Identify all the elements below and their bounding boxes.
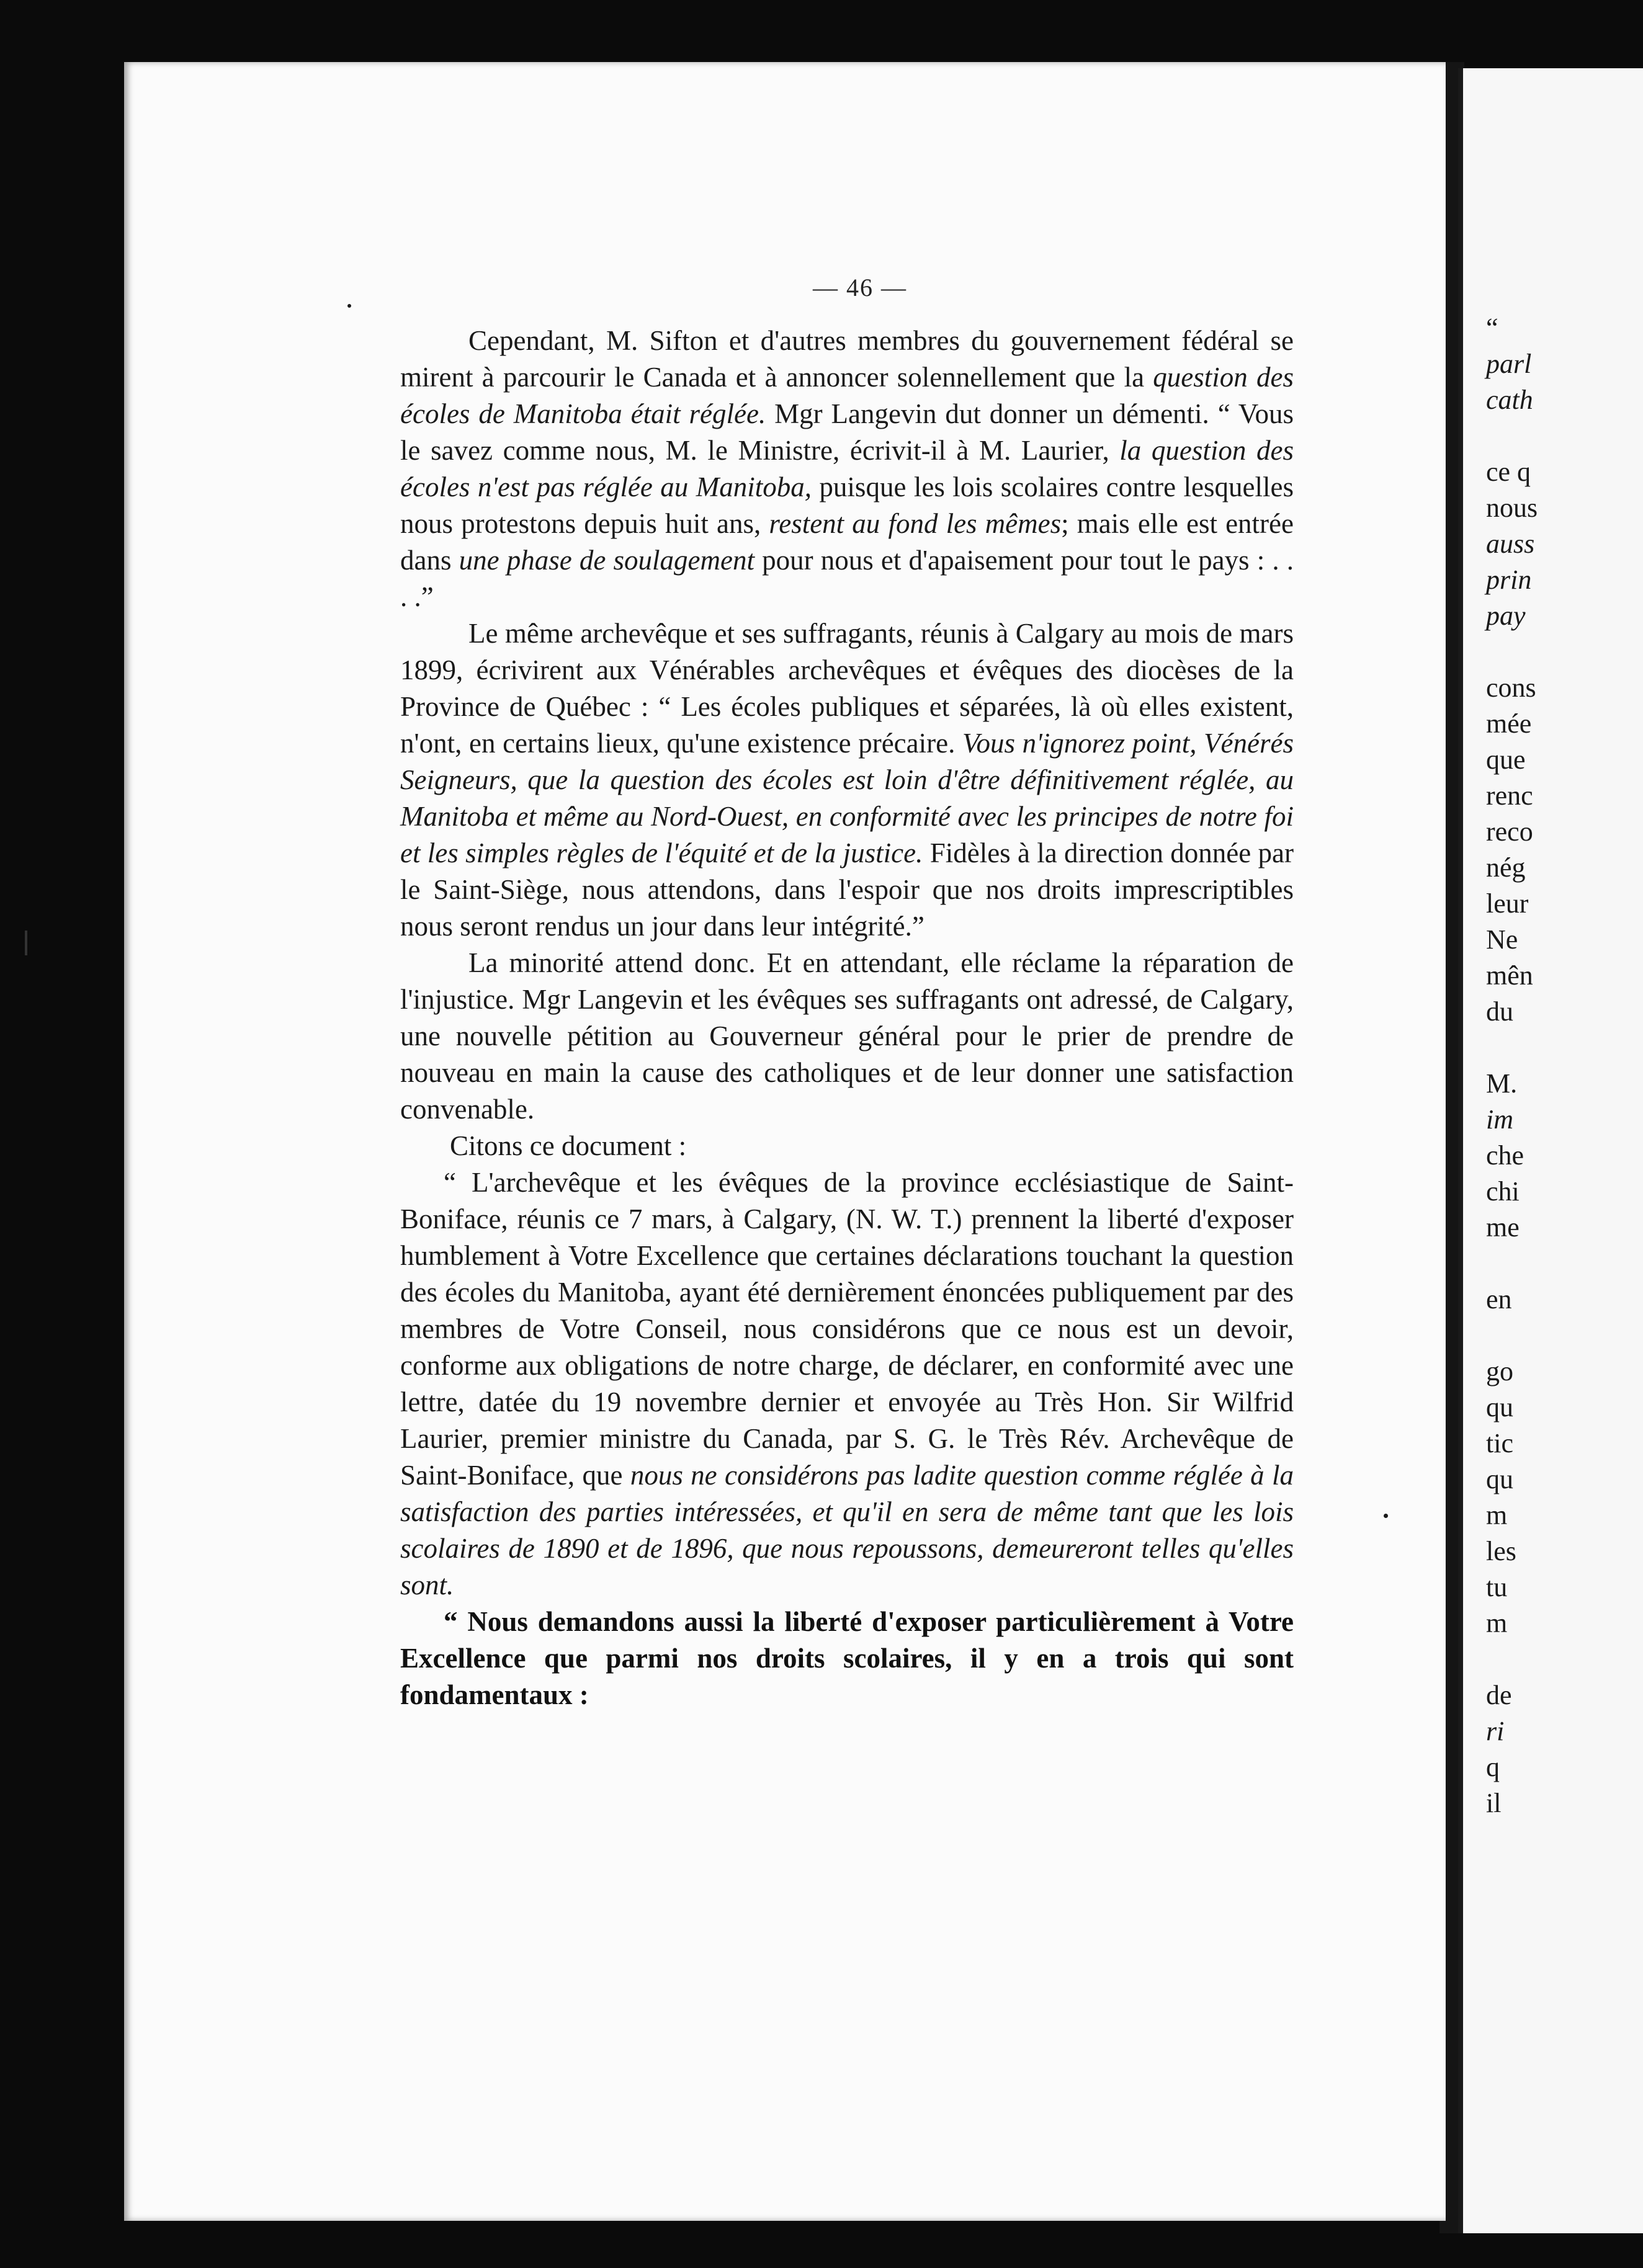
paragraph (400, 1604, 1294, 1713)
text-run: ; mais elle est entrée dans (400, 508, 1294, 576)
facing-line-fragment: Ne (1486, 924, 1518, 955)
text-run: Le même archevêque et ses suffragants, réunis à Calgary au mois de mars 1899, écrivirent aux Vénérables archevêques et évêques des diocèses de la Province de Québec : “ Les écoles publiques et séparées, là où elles existent, n'ont, en certains lieux, qu'une existence précaire. (400, 618, 1294, 759)
facing-line-fragment (1486, 1318, 1643, 1354)
facing-page-text (1486, 310, 1643, 1821)
facing-line-fragment (1486, 634, 1643, 670)
facing-line-fragment: qu (1486, 1464, 1513, 1494)
paragraph (400, 1164, 1294, 1604)
facing-line-fragment: M. (1486, 1068, 1518, 1099)
scan-speck (347, 304, 351, 308)
facing-line-fragment: en (1486, 1284, 1512, 1315)
facing-line-fragment: che (1486, 1140, 1524, 1171)
facing-line-fragment: q (1486, 1752, 1500, 1782)
facing-line-fragment: me (1486, 1212, 1520, 1243)
text-run: puisque les lois scolaires contre lesquelles nous protestons depuis huit ans, (400, 471, 1294, 539)
italic-text: restent au fond les mêmes (769, 508, 1062, 539)
facing-line-fragment: qu (1486, 1392, 1513, 1422)
facing-line-fragment: im (1486, 1104, 1513, 1135)
facing-line-fragment: “ (1486, 313, 1498, 343)
facing-line-fragment: pay (1486, 600, 1526, 631)
italic-text: nous ne considérons pas ladite question comme réglée à la satisfaction des parties intéressées, et qu'il en sera de même tant que les lois scolaires de 1890 et de 1896, que nous repoussons, demeureront telles qu'elles sont. (400, 1460, 1294, 1601)
facing-line-fragment (1486, 1246, 1643, 1282)
facing-line-fragment: tic (1486, 1428, 1513, 1458)
facing-line-fragment: que (1486, 744, 1526, 775)
italic-text: question des écoles de Manitoba était réglée. (400, 362, 1294, 429)
facing-line-fragment: ri (1486, 1716, 1505, 1746)
text-run: Cependant, M. Sifton et d'autres membres du gouvernement fédéral se mirent à parcourir le Canada et à annoncer solennellement que la (400, 325, 1294, 393)
italic-text: Vous n'ignorez point, Vénérés Seigneurs, que la question des écoles est loin d'être définitivement réglée, au Manitoba et même au Nord-Ouest, en conformité avec les principes de notre foi et les simples règles de l'équité et de la justice. (400, 728, 1294, 868)
text-run: pour nous et d'apaisement pour tout le pays : . . . .” (400, 545, 1294, 612)
facing-line-fragment: mée (1486, 708, 1532, 739)
facing-line-fragment: renc (1486, 780, 1533, 811)
text-run: Fidèles à la direction donnée par le Saint-Siège, nous attendons, dans l'espoir que nos droits imprescriptibles nous seront rendus un jour dans leur intégrité.” (400, 837, 1294, 942)
facing-line-fragment: cons (1486, 672, 1536, 703)
facing-line-fragment: ce q (1486, 457, 1531, 487)
facing-line-fragment: leur (1486, 888, 1529, 919)
text-run: Mgr Langevin dut donner un démenti. “ Vous le savez comme nous, M. le Ministre, écrivit-il à M. Laurier, (400, 398, 1294, 466)
scan-speck (1384, 1514, 1388, 1518)
text-run: Citons ce document : (450, 1130, 687, 1161)
text-run: “ L'archevêque et les évêques de la province ecclésiastique de Saint-Boniface, réunis ce 7 mars, à Calgary, (N. W. T.) prennent la liberté d'exposer humblement à Votre Excellence que certaines déclarations touchant la question des écoles du Manitoba, ayant été dernièrement énoncées publiquement par des membres de Votre Conseil, nous considérons que ce nous est un devoir, conforme aux obligations de notre charge, de déclarer, en conformité avec une lettre, datée du 19 novembre dernier et envoyée au Très Hon. Sir Wilfrid Laurier, premier ministre du Canada, par S. G. le Très Rév. Archevêque de Saint-Boniface, que (400, 1167, 1294, 1491)
facing-line-fragment: de (1486, 1680, 1512, 1710)
facing-line-fragment: m (1486, 1500, 1508, 1530)
paragraph (400, 615, 1294, 945)
facing-line-fragment: parl (1486, 349, 1532, 379)
facing-line-fragment: tu (1486, 1572, 1508, 1602)
facing-line-fragment: prin (1486, 565, 1532, 595)
text-run: La minorité attend donc. Et en attendant, elle réclame la réparation de l'injustice. Mgr Langevin et les évêques ses suffragants ont adressé, de Calgary, une nouvelle pétition au Gouverneur général pour le prier de prendre de nouveau en main la cause des catholiques et de leur donner une satisfaction convenable. (400, 947, 1294, 1125)
facing-line-fragment: il (1486, 1788, 1502, 1818)
facing-line-fragment: auss (1486, 529, 1535, 559)
page-number: — 46 — (813, 274, 907, 301)
scan-speck (25, 931, 27, 955)
facing-line-fragment (1486, 418, 1643, 454)
paragraph (400, 323, 1294, 615)
facing-line-fragment: du (1486, 996, 1513, 1027)
facing-line-fragment (1486, 1030, 1643, 1066)
italic-text: la question des écoles n'est pas réglée au Manitoba, (400, 435, 1294, 502)
facing-line-fragment: cath (1486, 385, 1533, 415)
facing-line-fragment: les (1486, 1536, 1516, 1566)
text-run: “ Nous demandons aussi la liberté d'exposer particulièrement à Votre Excellence que parmi nos droits scolaires, il y en a trois qui sont fondamentaux : (400, 1606, 1294, 1710)
facing-line-fragment (1486, 1641, 1643, 1677)
facing-line-fragment: m (1486, 1608, 1508, 1638)
facing-line-fragment: reco (1486, 816, 1533, 847)
italic-text: une phase de soulagement (459, 545, 754, 576)
facing-line-fragment: chi (1486, 1176, 1520, 1207)
facing-line-fragment: mên (1486, 960, 1533, 991)
paragraph (400, 1128, 1294, 1164)
facing-line-fragment: nég (1486, 852, 1526, 883)
body-text (400, 323, 1294, 1713)
facing-line-fragment: go (1486, 1356, 1513, 1386)
facing-line-fragment: nous (1486, 493, 1538, 523)
paragraph (400, 945, 1294, 1128)
